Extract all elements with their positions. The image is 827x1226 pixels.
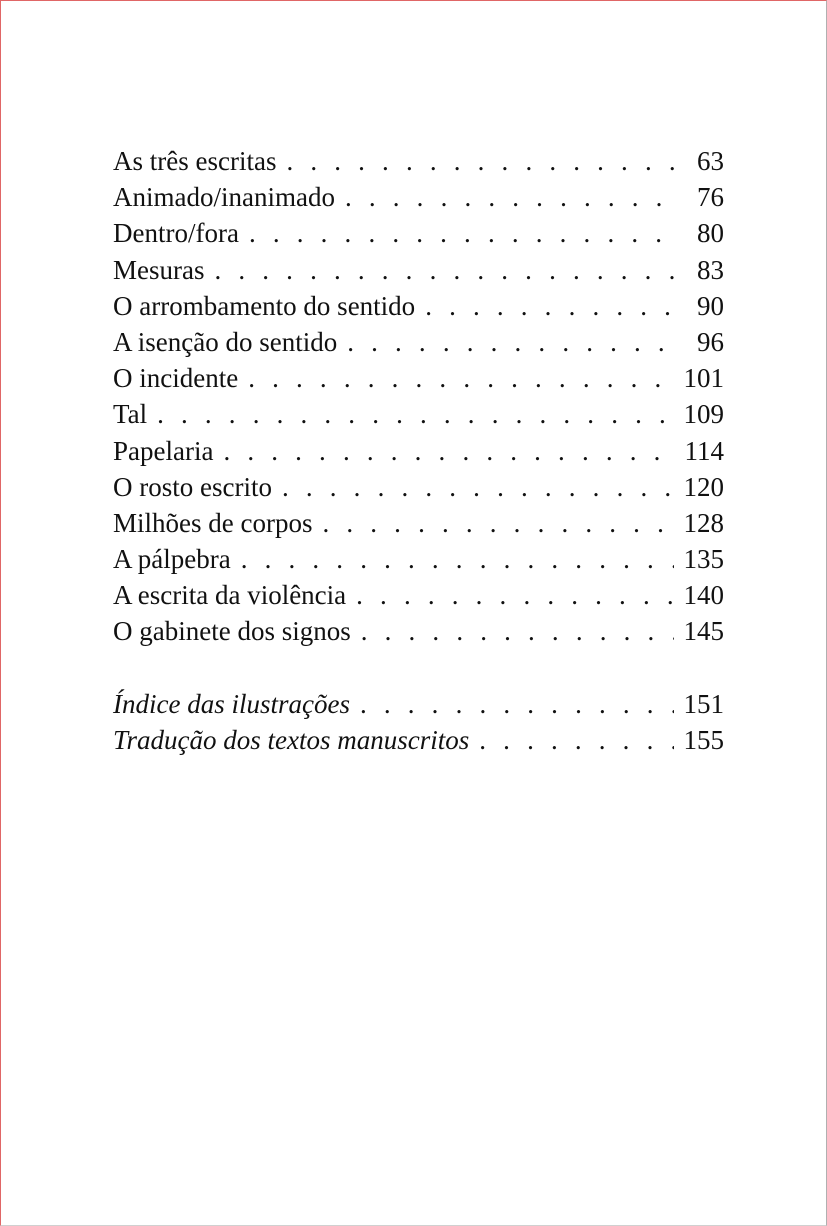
toc-entry-title: Mesuras: [113, 254, 205, 285]
dot-leader: [286, 143, 674, 179]
toc-entry-title: Milhões de corpos: [113, 507, 313, 538]
toc-entry-title: O incidente: [113, 363, 239, 394]
table-of-contents: [113, 143, 724, 758]
toc-entry-title: Dentro/fora: [113, 218, 239, 249]
toc-entry-page: 120: [683, 471, 724, 502]
toc-entry: [113, 541, 724, 577]
dot-leader: [223, 433, 674, 469]
toc-entry-page: 155: [683, 724, 724, 755]
toc-entry-page: 90: [697, 290, 724, 321]
section-spacer: [113, 650, 724, 686]
toc-entry: [113, 613, 724, 649]
toc-appendix-entry: [113, 686, 724, 722]
dot-leader: [479, 722, 674, 758]
toc-entry: [113, 252, 724, 288]
toc-entry-title: Índice das ilustrações: [113, 688, 350, 719]
toc-entry: [113, 577, 724, 613]
toc-entry-page: 109: [683, 399, 724, 430]
toc-entry-title: Tal: [113, 399, 148, 430]
toc-entry-page: 151: [683, 688, 724, 719]
dot-leader: [248, 360, 674, 396]
toc-entry: [113, 469, 724, 505]
toc-entry: [113, 396, 724, 432]
toc-entry-page: 145: [683, 616, 724, 647]
dot-leader: [345, 179, 674, 215]
toc-entry-page: 128: [683, 507, 724, 538]
toc-entry: [113, 433, 724, 469]
toc-entry-title: O rosto escrito: [113, 471, 272, 502]
toc-entry-title: Animado/inanimado: [113, 182, 335, 213]
dot-leader: [361, 613, 674, 649]
toc-entry: [113, 360, 724, 396]
toc-entry-page: 83: [697, 254, 724, 285]
toc-entry: [113, 505, 724, 541]
dot-leader: [356, 577, 674, 613]
toc-entry-title: As três escritas: [113, 146, 277, 176]
toc-entry-title: Tradução dos textos manuscritos: [113, 724, 470, 755]
toc-entry-page: 96: [697, 326, 724, 357]
toc-appendix-entry: [113, 722, 724, 758]
dot-leader: [214, 252, 674, 288]
toc-entry: [113, 288, 724, 324]
dot-leader: [347, 324, 674, 360]
toc-entry-title: O arrombamento do sentido: [113, 290, 416, 321]
dot-leader: [322, 505, 674, 541]
toc-entry-title: A escrita da violência: [113, 580, 347, 611]
dot-leader: [157, 396, 674, 432]
dot-leader: [425, 288, 674, 324]
toc-entry-page: 114: [684, 435, 724, 466]
toc-entry-page: 63: [697, 146, 724, 176]
toc-entry-page: 80: [697, 218, 724, 249]
dot-leader: [282, 469, 674, 505]
dot-leader: [360, 686, 674, 722]
toc-entry-title: A pálpebra: [113, 544, 231, 575]
toc-entry-page: 135: [683, 544, 724, 575]
dot-leader: [241, 541, 674, 577]
toc-entry-title: Papelaria: [113, 435, 214, 466]
toc-entry-title: A isenção do sentido: [113, 326, 338, 357]
toc-entry-page: 76: [697, 182, 724, 213]
toc-entry: [113, 215, 724, 251]
toc-entry: [113, 143, 724, 179]
toc-entry: [113, 324, 724, 360]
toc-entry-page: 140: [683, 580, 724, 611]
dot-leader: [249, 215, 674, 251]
toc-entry: [113, 179, 724, 215]
toc-entry-page: 101: [683, 363, 724, 394]
toc-entry-title: O gabinete dos signos: [113, 616, 351, 647]
